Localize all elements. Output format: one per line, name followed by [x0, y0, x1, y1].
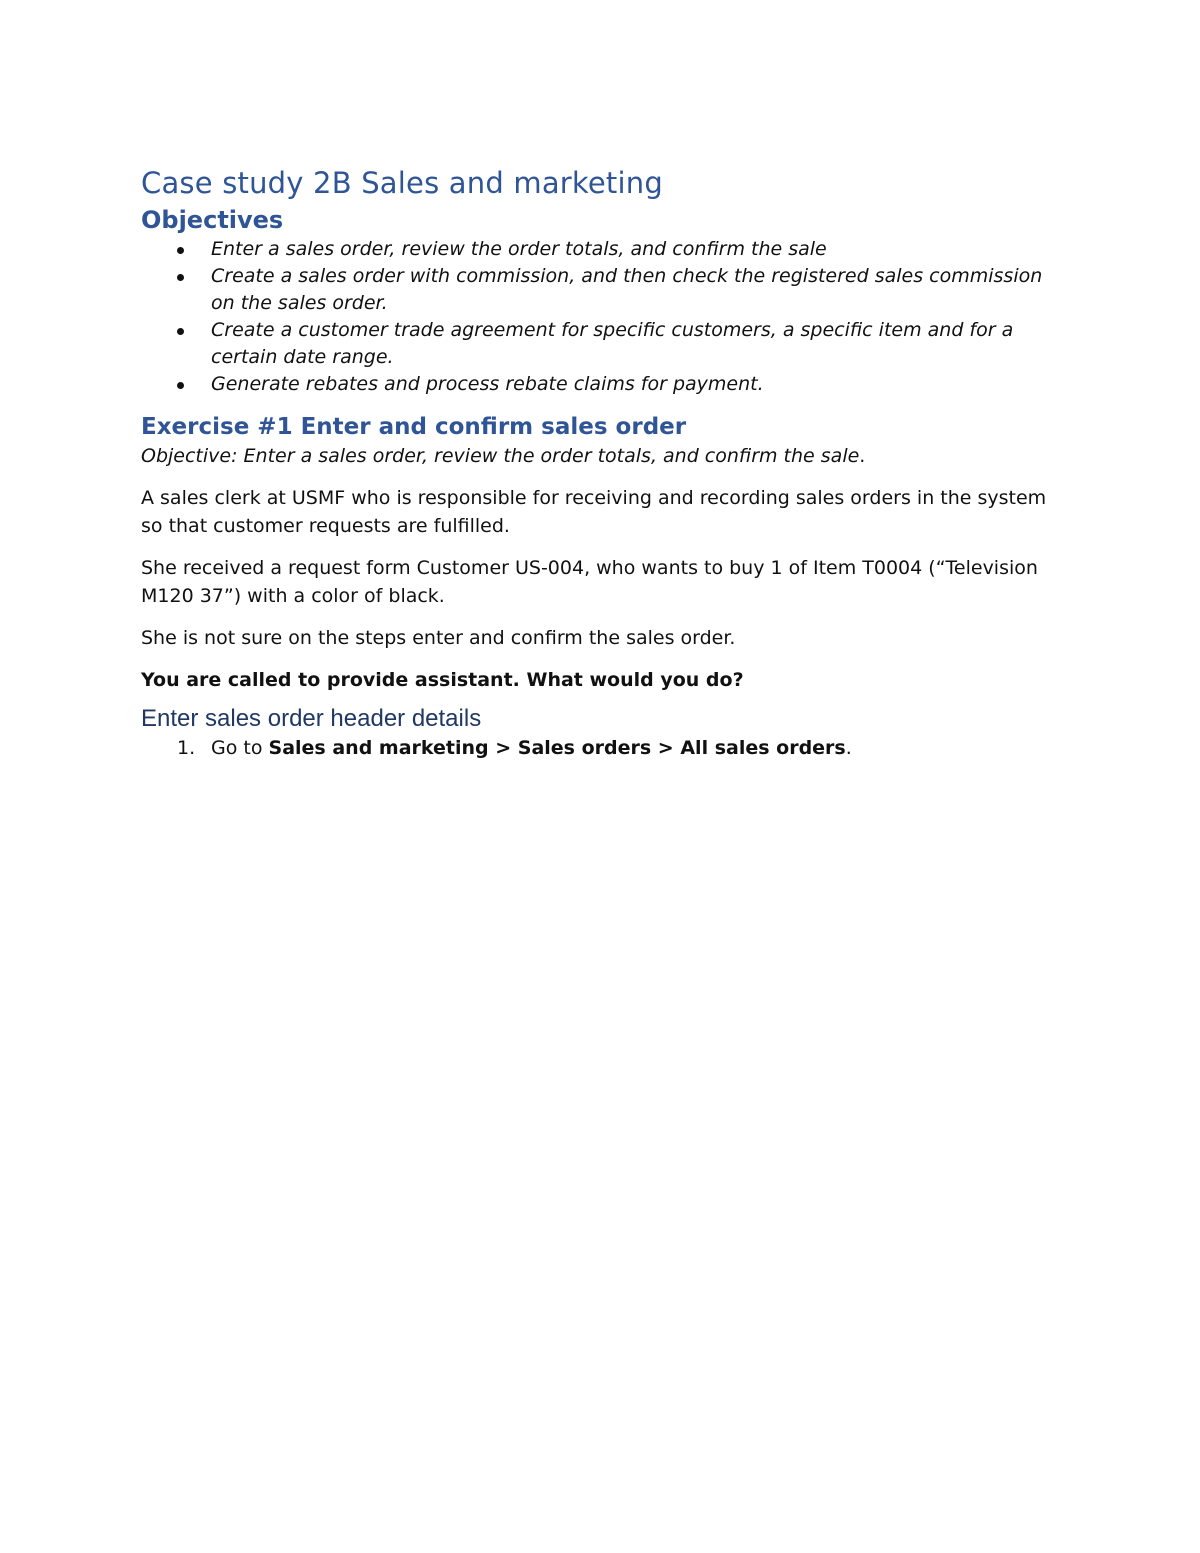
- scenario-paragraph: A sales clerk at USMF who is responsible for receiving and recording sales orders in the system so that customer requests are fulfilled.: [141, 487, 1047, 537]
- objective-text: Enter a sales order, review the order totals, and confirm the sale: [211, 238, 827, 260]
- step-menu-path: Sales and marketing > Sales orders > All sales orders: [268, 737, 846, 759]
- exercise-objective-period: .: [859, 445, 866, 467]
- exercise-heading: Exercise #1 Enter and confirm sales order: [141, 414, 687, 440]
- exercise-objective-text: Enter a sales order, review the order totals, and confirm the sale: [243, 445, 860, 467]
- objective-item: [141, 236, 1061, 263]
- bullet-icon: [177, 328, 184, 335]
- bullet-icon: [177, 274, 184, 281]
- step-suffix: .: [845, 737, 852, 759]
- objective-item: [141, 317, 1061, 371]
- steps-list: [141, 734, 1061, 762]
- task-prompt: You are called to provide assistant. What would you do?: [141, 669, 744, 691]
- exercise-objective-label: Objective:: [141, 445, 244, 467]
- objective-item: [141, 371, 1061, 398]
- objective-item: [141, 263, 1061, 317]
- step-prefix: Go to: [211, 737, 269, 759]
- step-number: 1.: [177, 737, 196, 759]
- document-title: Case study 2B Sales and marketing: [141, 166, 663, 200]
- request-paragraph: She received a request form Customer US-004, who wants to buy 1 of Item T0004 (“Television M120 37”) with a color of black.: [141, 557, 1038, 607]
- objective-text: Create a customer trade agreement for specific customers, a specific item and for a certain date range.: [211, 319, 1014, 368]
- exercise-objective: [141, 443, 1061, 470]
- objectives-list: [141, 236, 1061, 398]
- section-subheading: Enter sales order header details: [141, 705, 482, 732]
- document-page: [141, 164, 1061, 762]
- objective-text: Generate rebates and process rebate claims for payment.: [211, 373, 764, 395]
- bullet-icon: [177, 247, 184, 254]
- objectives-heading: Objectives: [141, 206, 284, 234]
- step-item: [141, 734, 1061, 762]
- objective-text: Create a sales order with commission, and then check the registered sales commission on the sales order.: [211, 265, 1043, 314]
- bullet-icon: [177, 382, 184, 389]
- uncertainty-paragraph: She is not sure on the steps enter and confirm the sales order.: [141, 627, 736, 649]
